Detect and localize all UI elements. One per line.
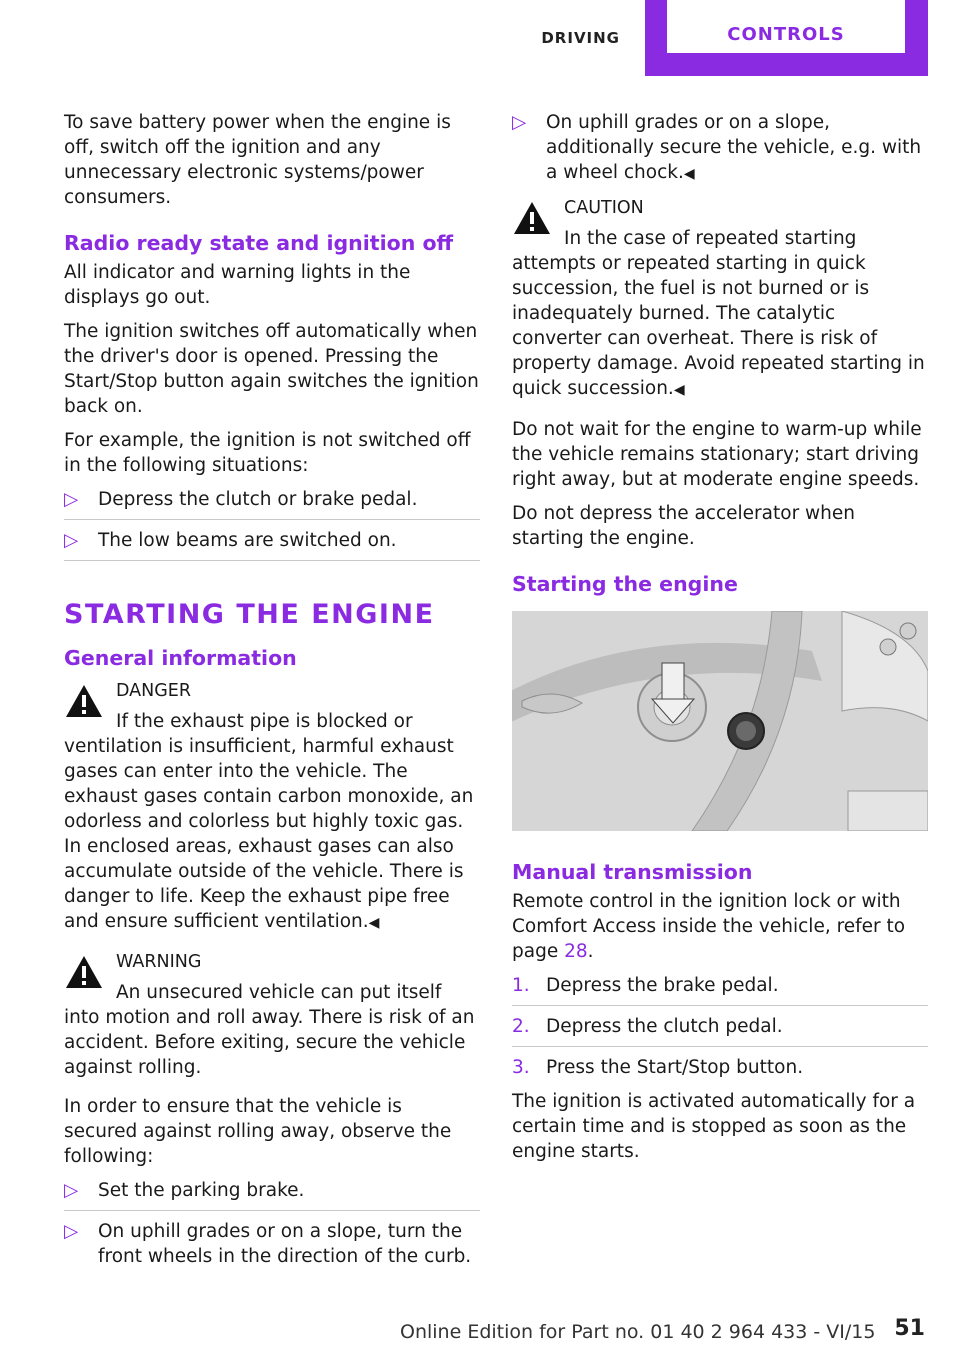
list-item — [64, 1219, 480, 1269]
caution-text: In the case of repeated starting attempts or repeated starting in quick succession, the fuel is not burned or is inadequately burned. The catalytic converter can overheat. There is risk of property damage. Avoid repeated starting in quick succession. — [512, 228, 925, 399]
secure-list-continued — [512, 110, 928, 187]
caution-body — [512, 226, 928, 403]
step-text: Depress the brake pedal. — [546, 975, 779, 996]
radio-ready-heading: Radio ready state and ignition off — [64, 231, 454, 255]
step-number: 1. — [512, 975, 530, 996]
list-item — [512, 1014, 928, 1047]
general-information-heading: General information — [64, 646, 297, 670]
secure-paragraph: In order to ensure that the vehicle is secured against rolling away, observe the following: — [64, 1096, 452, 1167]
manual-paragraph — [512, 889, 928, 964]
end-mark-icon: ◀ — [368, 915, 380, 931]
page-number: 51 — [894, 1316, 925, 1341]
list-item — [512, 1055, 928, 1080]
list-item-text: Set the parking brake. — [98, 1180, 305, 1201]
bullet-icon: ▷ — [64, 489, 79, 510]
danger-label: DANGER — [116, 681, 192, 701]
header-chapter-tab — [645, 0, 928, 76]
danger-body — [64, 709, 480, 936]
end-mark-icon: ◀ — [683, 166, 695, 182]
list-item-text: The low beams are switched on. — [98, 530, 397, 551]
page-reference-link[interactable]: 28 — [564, 941, 588, 962]
danger-text: If the exhaust pipe is blocked or ventilation is insufficient, harmful exhaust gases can enter into the vehicle. The exhaust gases contain carbon monoxide, an odorless and colorless but highly toxic gas. In enclosed areas, exhaust gases can also accumulate outside of the vehicle. There is danger to life. Keep the exhaust pipe free and ensure sufficient ventilation. — [64, 711, 474, 932]
manual-text-end: . — [587, 941, 594, 962]
header-chapter-tab-inner — [667, 0, 905, 53]
manual-transmission-heading: Manual transmission — [512, 860, 753, 884]
warning-note — [64, 950, 480, 1080]
danger-note — [64, 679, 480, 936]
header-chapter-label: CONTROLS — [727, 24, 845, 45]
radio-paragraph-2: The ignition switches off automatically when the driver's door is opened. Pressing the Start/Stop button again switches the ignition back on. — [64, 321, 479, 417]
step-number: 3. — [512, 1057, 530, 1078]
list-item-text: On uphill grades or on a slope, turn the front wheels in the direction of the curb. — [98, 1221, 472, 1267]
steering-wheel-illustration — [512, 611, 928, 831]
list-item-text: On uphill grades or on a slope, additionally secure the vehicle, e.g. with a wheel chock. — [546, 112, 922, 183]
list-item-text: Depress the clutch or brake pedal. — [98, 489, 418, 510]
radio-list — [64, 487, 480, 561]
header-section — [500, 0, 640, 75]
radio-paragraph-1: All indicator and warning lights in the displays go out. — [64, 262, 411, 308]
starting-steps-list — [512, 973, 928, 1080]
list-item — [64, 528, 480, 561]
step-text: Depress the clutch pedal. — [546, 1016, 783, 1037]
list-item — [64, 487, 480, 520]
intro-paragraph: To save battery power when the engine is off, switch off the ignition and any unnecessary electronic systems/power consumers. — [64, 112, 451, 208]
bullet-icon: ▷ — [64, 1180, 79, 1201]
left-column — [64, 110, 480, 1278]
warning-triangle-icon — [64, 683, 104, 719]
warning-text: An unsecured vehicle can put itself into motion and roll away. There is risk of an accident. Before exiting, secure the vehicle against rolling. — [64, 982, 475, 1078]
list-item — [512, 110, 928, 187]
list-item — [512, 973, 928, 1006]
right-column — [512, 110, 928, 1173]
starting-engine-heading: STARTING THE ENGINE — [64, 599, 435, 630]
radio-paragraph-3: For example, the ignition is not switched off in the following situations: — [64, 430, 471, 476]
accelerator-paragraph: Do not depress the accelerator when starting the engine. — [512, 503, 856, 549]
step-number: 2. — [512, 1016, 530, 1037]
list-item — [64, 1178, 480, 1211]
caution-label: CAUTION — [564, 198, 644, 218]
manual-text: Remote control in the ignition lock or with Comfort Access inside the vehicle, refer to page — [512, 891, 906, 962]
caution-note — [512, 196, 928, 403]
ignition-paragraph: The ignition is activated automatically for a certain time and is stopped as soon as the engine starts. — [512, 1091, 916, 1162]
warning-body — [64, 980, 480, 1080]
header-section-label: DRIVING — [541, 29, 620, 47]
warning-triangle-icon — [512, 200, 552, 236]
end-mark-icon: ◀ — [673, 382, 685, 398]
footer-edition: Online Edition for Part no. 01 40 2 964 433 - VI/15 — [400, 1321, 876, 1343]
bullet-icon: ▷ — [512, 112, 527, 133]
secure-list — [64, 1178, 480, 1269]
step-text: Press the Start/Stop button. — [546, 1057, 804, 1078]
bullet-icon: ▷ — [64, 1221, 79, 1242]
starting-engine-subheading: Starting the engine — [512, 572, 738, 596]
steering-wheel-image — [512, 611, 928, 831]
warmup-paragraph: Do not wait for the engine to warm-up while the vehicle remains stationary; start driving right away, but at moderate engine speeds. — [512, 419, 922, 490]
warning-label: WARNING — [116, 952, 202, 972]
warning-triangle-icon — [64, 954, 104, 990]
bullet-icon: ▷ — [64, 530, 79, 551]
